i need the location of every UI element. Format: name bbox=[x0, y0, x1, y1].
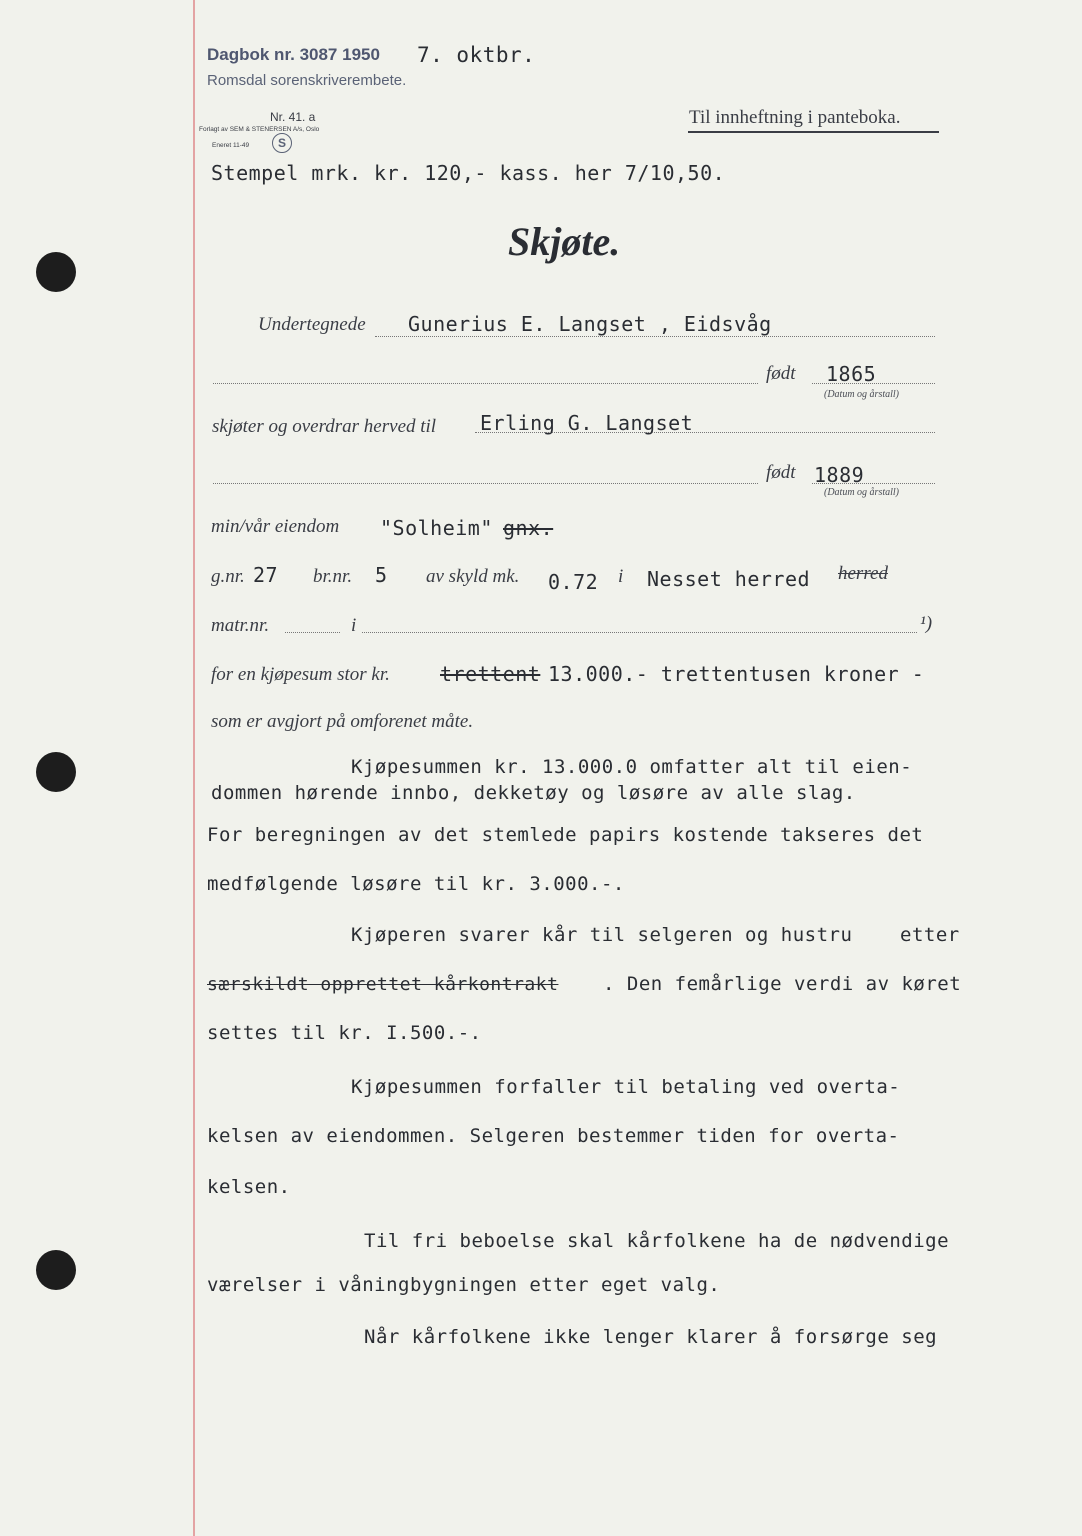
publisher-line: Forlagt av SEM & STENERSEN A/s, Oslo bbox=[199, 126, 320, 133]
dotted-line bbox=[213, 483, 758, 484]
stamp-line: Stempel mrk. kr. 120,- kass. her 7/10,50. bbox=[211, 161, 726, 185]
body-line: dommen hørende innbo, dekketøy og løsøre av alle slag. bbox=[211, 782, 856, 804]
datum-note: (Datum og årstall) bbox=[824, 389, 899, 400]
dagbok-number: Dagbok nr. 3087 1950 bbox=[207, 45, 380, 64]
punch-hole bbox=[36, 1250, 76, 1290]
dotted-line bbox=[285, 632, 340, 633]
body-line: kelsen. bbox=[207, 1176, 291, 1198]
body-line: værelser i våningbygningen etter eget valg. bbox=[207, 1274, 721, 1296]
matr-i-label: i bbox=[351, 615, 357, 636]
body-line: kelsen av eiendommen. Selgeren bestemmer tiden for overta- bbox=[207, 1125, 900, 1147]
avgjort-line: som er avgjort på omforenet måte. bbox=[211, 711, 474, 732]
dotted-line bbox=[812, 383, 935, 384]
gnr-label: g.nr. bbox=[211, 566, 245, 587]
dotted-line bbox=[362, 632, 917, 633]
herred-value: Nesset herred bbox=[647, 567, 811, 591]
struck-text: særskildt opprettet kårkontrakt bbox=[207, 974, 559, 995]
body-line: For beregningen av det stemlede papirs kostende takseres det bbox=[207, 824, 924, 846]
body-line: Kjøperen svarer kår til selgeren og hustru bbox=[351, 924, 853, 946]
kjopesum-label: for en kjøpesum stor kr. bbox=[211, 664, 390, 685]
body-line: Når kårfolkene ikke lenger klarer å forsørge seg bbox=[364, 1326, 938, 1348]
brnr-label: br.nr. bbox=[313, 566, 353, 587]
eiendom-label: min/vår eiendom bbox=[211, 516, 340, 537]
undertegnede-label: Undertegnede bbox=[258, 314, 366, 335]
property-name: "Solheim" bbox=[380, 516, 493, 540]
i-label: i bbox=[618, 566, 624, 587]
dotted-line bbox=[812, 483, 935, 484]
dagbok-date: 7. oktbr. bbox=[417, 43, 536, 67]
filing-note-underline bbox=[688, 131, 939, 133]
struck-text: herred bbox=[838, 563, 888, 584]
dotted-line bbox=[375, 336, 935, 337]
body-line: settes til kr. I.500.-. bbox=[207, 1022, 482, 1044]
buyer-name: Erling G. Langset bbox=[480, 411, 694, 435]
gnr-value: 27 bbox=[253, 563, 279, 587]
publisher-logo-icon: S bbox=[272, 133, 292, 153]
body-line: Kjøpesummen forfaller til betaling ved overta- bbox=[351, 1076, 901, 1098]
seller-name: Gunerius E. Langset , Eidsvåg bbox=[408, 312, 772, 336]
filing-note: Til innheftning i panteboka. bbox=[689, 107, 901, 128]
office-stamp: Romsdal sorenskriverembete. bbox=[207, 72, 407, 89]
brnr-value: 5 bbox=[375, 563, 388, 587]
skyld-label: av skyld mk. bbox=[426, 566, 520, 587]
skyld-value: 0.72 bbox=[548, 570, 599, 594]
body-line: etter bbox=[900, 924, 960, 946]
struck-text: gnx. bbox=[503, 516, 554, 540]
skjoter-label: skjøter og overdrar herved til bbox=[212, 416, 437, 437]
punch-hole bbox=[36, 252, 76, 292]
body-line: Kjøpesummen kr. 13.000.0 omfatter alt til eien- bbox=[351, 756, 913, 778]
body-line: . Den femårlige verdi av køret bbox=[603, 973, 962, 995]
datum-note: (Datum og årstall) bbox=[824, 487, 899, 498]
punch-hole bbox=[36, 752, 76, 792]
dotted-line bbox=[213, 383, 758, 384]
body-line: Til fri beboelse skal kårfolkene ha de nødvendige bbox=[364, 1230, 950, 1252]
buyer-birth-year: 1889 bbox=[814, 463, 865, 487]
footnote-mark: ¹) bbox=[920, 613, 933, 634]
document-title: Skjøte. bbox=[508, 219, 621, 264]
fodt1-label: født bbox=[766, 363, 796, 384]
body-line: medfølgende løsøre til kr. 3.000.-. bbox=[207, 873, 625, 895]
seller-birth-year: 1865 bbox=[826, 362, 877, 386]
purchase-sum: 13.000.- trettentusen kroner - bbox=[548, 662, 925, 686]
struck-text: trettent bbox=[440, 662, 541, 686]
matr-label: matr.nr. bbox=[211, 615, 270, 636]
fodt2-label: født bbox=[766, 462, 796, 483]
margin-rule bbox=[193, 0, 195, 1536]
form-number: Nr. 41. a bbox=[270, 110, 316, 124]
publisher-code: Eneret 11-49 bbox=[212, 142, 250, 149]
dotted-line bbox=[475, 432, 935, 433]
